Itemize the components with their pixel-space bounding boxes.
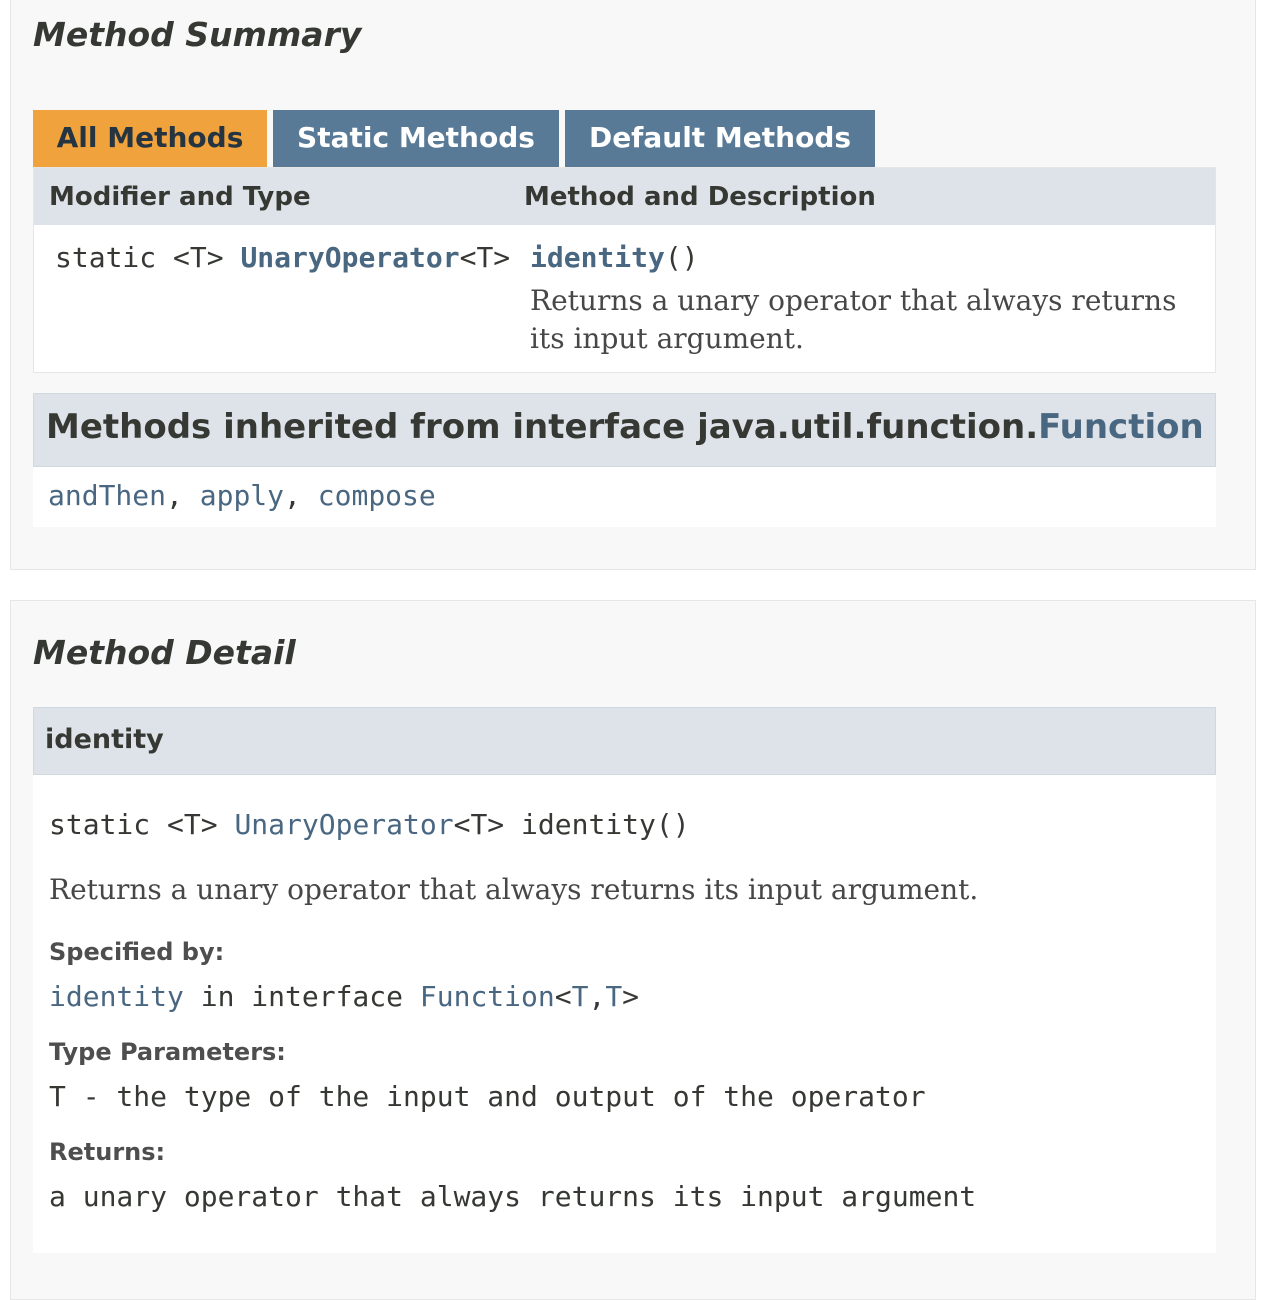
detail-method-name: identity	[45, 724, 164, 755]
column-header-modifier: Modifier and Type	[49, 182, 311, 212]
tab-all-methods[interactable]: All Methods	[33, 110, 267, 167]
specified-function-link[interactable]: Function	[419, 980, 555, 1013]
tab-default-methods[interactable]: Default Methods	[565, 110, 875, 167]
lt-symbol: <	[554, 980, 572, 1013]
method-detail-section	[10, 600, 1256, 1300]
function-interface-link[interactable]: Function	[1038, 407, 1204, 447]
inherited-methods-title	[46, 407, 1204, 447]
unaryoperator-link[interactable]: UnaryOperator	[240, 241, 460, 274]
apply-link[interactable]: apply	[199, 479, 285, 512]
method-description: Returns a unary operator that always returns its input argument.	[530, 284, 1177, 355]
signature-suffix: <T> identity()	[453, 808, 690, 841]
method-detail-header	[33, 707, 1216, 775]
gt-symbol: >	[622, 980, 640, 1013]
detail-description: Returns a unary operator that always returns its input argument.	[49, 873, 979, 906]
table-header	[34, 168, 1215, 225]
inherited-title-text: Methods inherited from interface java.util.function.	[46, 407, 1039, 447]
comma: ,	[588, 980, 606, 1013]
returns-value: a unary operator that always returns its input argument	[49, 1180, 977, 1213]
type-param-t-link[interactable]: T	[605, 980, 623, 1013]
returns-label: Returns:	[49, 1138, 166, 1166]
tab-static-methods[interactable]: Static Methods	[273, 110, 559, 167]
inherited-methods-list	[48, 479, 436, 512]
method-summary-section	[10, 0, 1256, 570]
method-cell	[530, 241, 699, 274]
separator: ,	[166, 479, 200, 512]
modifier-cell	[55, 241, 510, 274]
modifier-suffix: <T>	[459, 241, 511, 274]
type-parameters-label: Type Parameters:	[49, 1038, 286, 1066]
signature-prefix: static <T>	[49, 808, 235, 841]
compose-link[interactable]: compose	[317, 479, 436, 512]
method-summary-table	[33, 167, 1216, 373]
column-header-method: Method and Description	[524, 182, 876, 212]
specified-identity-link[interactable]: identity	[49, 980, 184, 1013]
method-signature	[49, 808, 690, 841]
identity-method-link[interactable]: identity	[530, 241, 665, 274]
method-detail-title: Method Detail	[33, 633, 296, 672]
method-summary-title: Method Summary	[33, 15, 362, 54]
andthen-link[interactable]: andThen	[48, 479, 167, 512]
method-parens: ()	[664, 241, 699, 274]
specified-middle-text: in interface	[183, 980, 420, 1013]
type-param-t-link[interactable]: T	[571, 980, 589, 1013]
inherited-methods-header	[33, 393, 1216, 467]
type-parameters-value: T - the type of the input and output of the operator	[49, 1080, 926, 1113]
specified-by-value	[49, 980, 639, 1013]
signature-unaryoperator-link[interactable]: UnaryOperator	[234, 808, 454, 841]
separator: ,	[284, 479, 318, 512]
modifier-prefix: static <T>	[55, 241, 241, 274]
inherited-methods-section	[33, 393, 1216, 527]
method-detail-box	[33, 707, 1216, 1253]
specified-by-label: Specified by:	[49, 938, 225, 966]
